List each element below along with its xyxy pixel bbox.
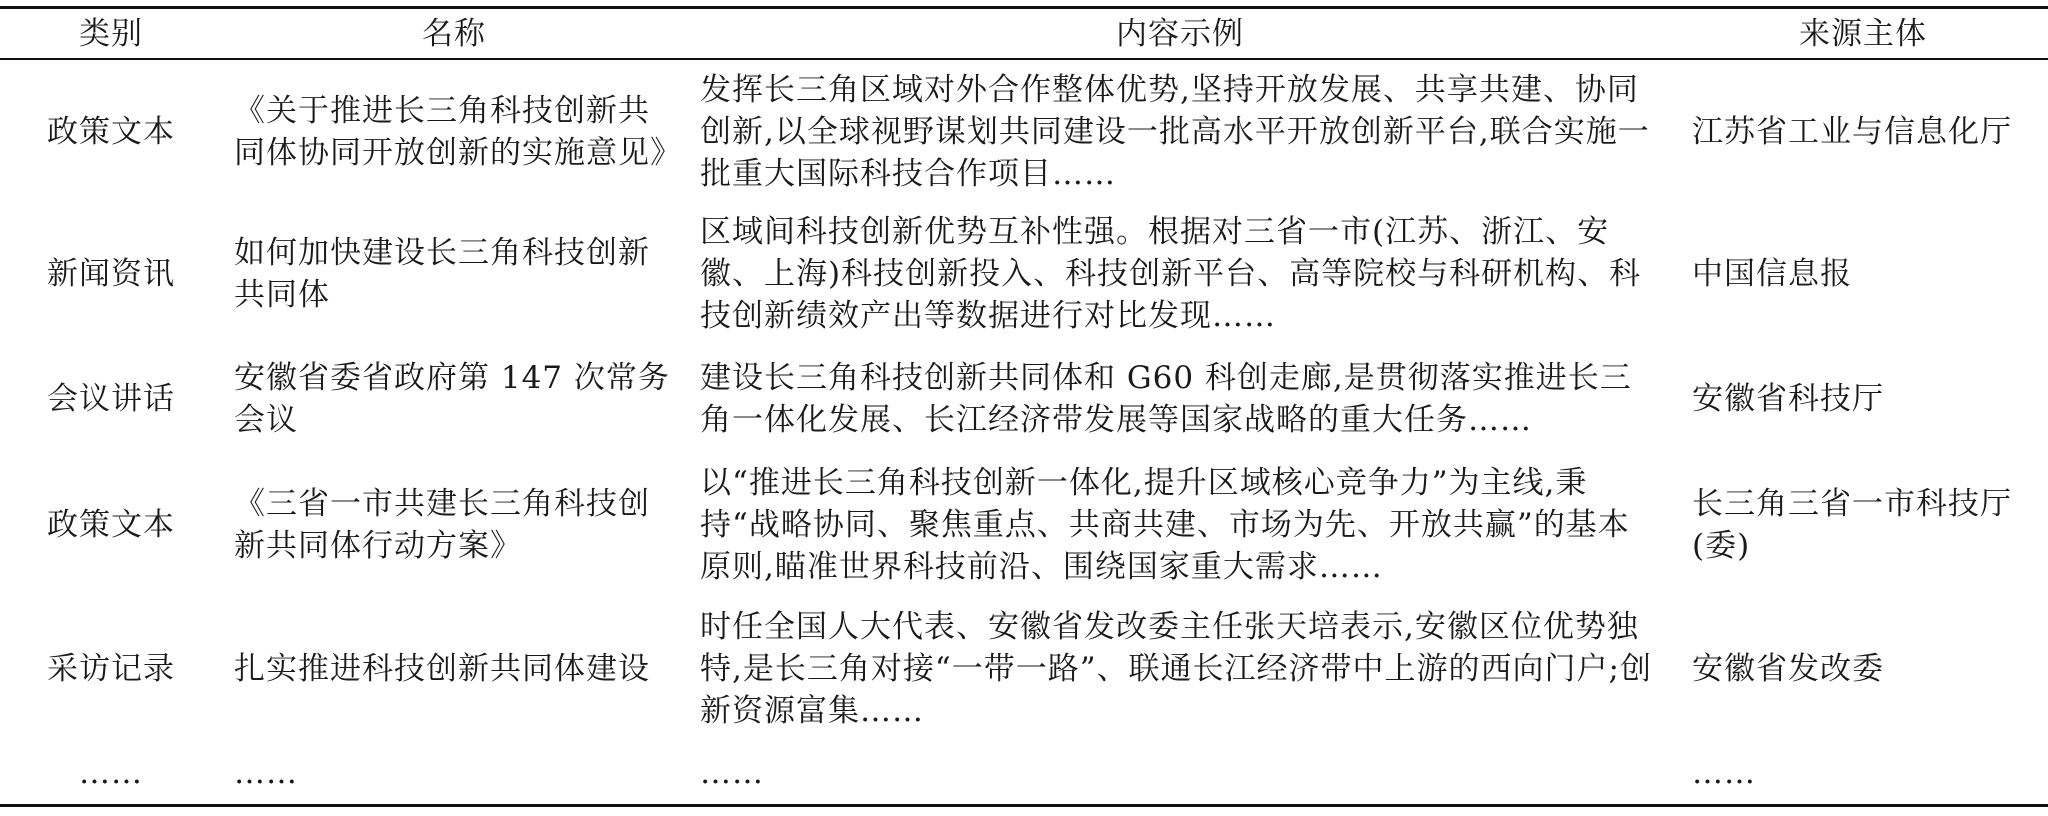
table-cell-source: …… (1692, 755, 1756, 791)
table-cell-content: 区域间科技创新优势互补性强。根据对三省一市(江苏、浙江、安徽、上海)科技创新投入、科技创新平台、高等院校与科研机构、科技创新绩效产出等数据进行对比发现…… (700, 214, 1642, 334)
table-cell-content: …… (700, 755, 764, 791)
header-content: 内容示例 (1116, 15, 1244, 52)
table-cell-name: 如何加快建设长三角科技创新共同体 (234, 235, 650, 313)
table-cell-category: 会议讲话 (47, 381, 175, 417)
table-cell-source: 长三角三省一市科技厅(委) (1692, 485, 2012, 564)
table-cell-category: 政策文本 (47, 114, 175, 150)
table-cell-source: 中国信息报 (1692, 256, 1852, 292)
table-cell-content: 建设长三角科技创新共同体和 G60 科创走廊,是贯彻落实推进长三角一体化发展、长江经济带发展等国家战略的重大任务…… (700, 360, 1632, 438)
header-rule (0, 58, 2048, 60)
header-name: 名称 (422, 15, 486, 52)
table-cell-source: 江苏省工业与信息化厅 (1692, 114, 2012, 150)
table-cell-content: 以“推进长三角科技创新一体化,提升区域核心竞争力”为主线,秉持“战略协同、聚焦重点、共商共建、市场为先、开放共赢”的基本原则,瞄准世界科技前沿、围绕国家重大需求…… (700, 464, 1630, 585)
table-cell-name: …… (234, 755, 298, 791)
table-cell-name: 《关于推进长三角科技创新共同体协同开放创新的实施意见》 (234, 93, 682, 171)
table-cell-category: 政策文本 (47, 506, 175, 543)
table-cell-category: …… (79, 755, 143, 791)
header-source: 来源主体 (1799, 15, 1927, 52)
header-category: 类别 (79, 15, 143, 52)
table-cell-category: 采访记录 (47, 651, 175, 687)
table-cell-name: 安徽省委省政府第 147 次常务会议 (234, 360, 670, 438)
table-cell-category: 新闻资讯 (47, 256, 175, 292)
table-cell-content: 发挥长三角区域对外合作整体优势,坚持开放发展、共享共建、协同创新,以全球视野谋划共同建设一批高水平开放创新平台,联合实施一批重大国际科技合作项目…… (700, 72, 1650, 192)
table-cell-source: 安徽省发改委 (1692, 651, 1884, 687)
bottom-rule (0, 804, 2048, 807)
table-cell-name: 《三省一市共建长三角科技创新共同体行动方案》 (234, 485, 650, 564)
table-cell-content: 时任全国人大代表、安徽省发改委主任张天培表示,安徽区位优势独特,是长三角对接“一带一路”、联通长江经济带中上游的西向门户;创新资源富集…… (700, 609, 1652, 729)
table-cell-source: 安徽省科技厅 (1692, 381, 1884, 417)
table-cell-name: 扎实推进科技创新共同体建设 (234, 651, 650, 687)
